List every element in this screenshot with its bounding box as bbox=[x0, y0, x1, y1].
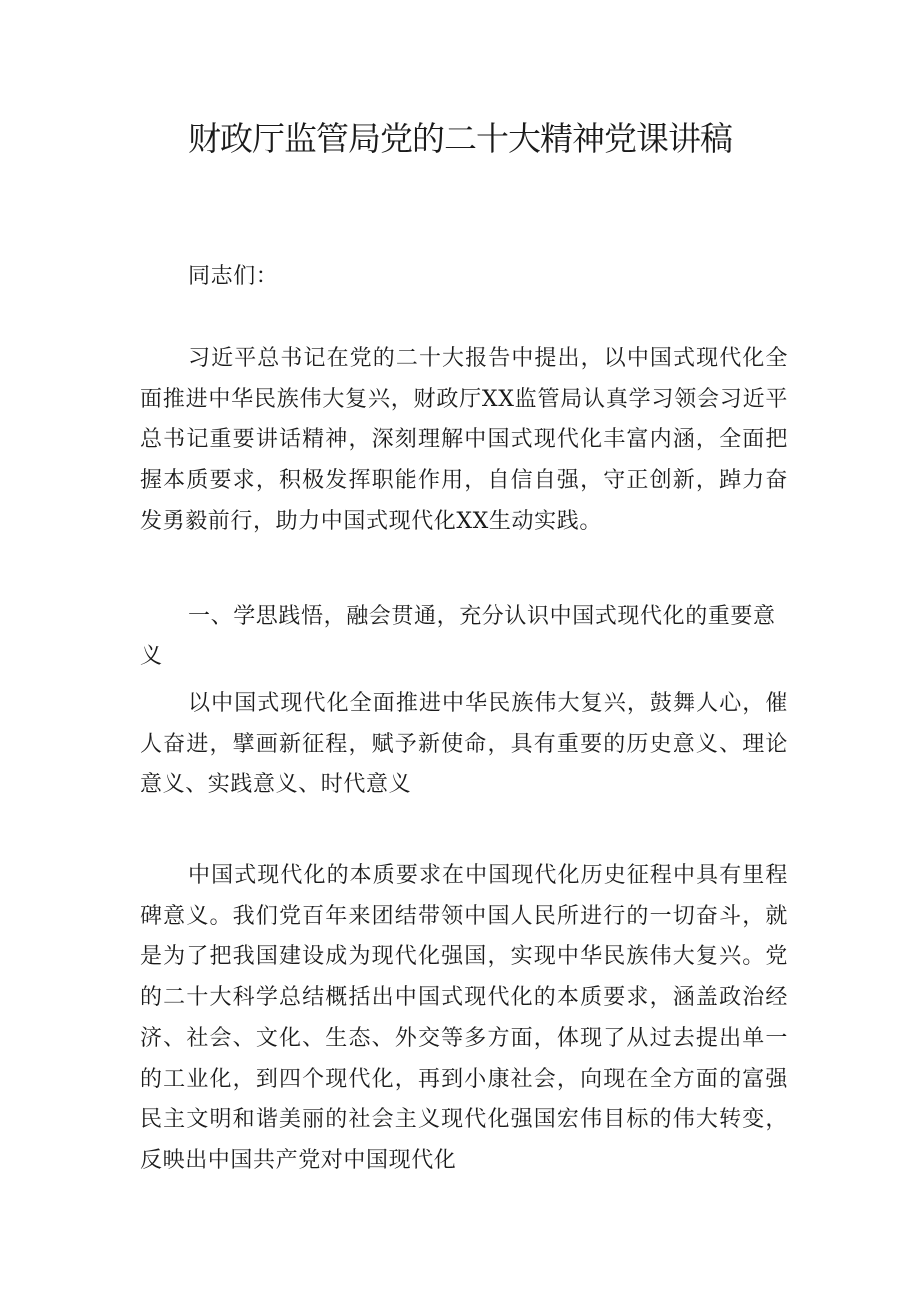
document-title: 财政厅监管局党的二十大精神党课讲稿 bbox=[188, 119, 732, 158]
paragraph-intro: 习近平总书记在党的二十大报告中提出，以中国式现代化全面推进中华民族伟大复兴，财政厅XX监管局认真学习领会习近平总书记重要讲话精神，深刻理解中国式现代化丰富内涵，全面把握本质要求，积极发挥职能作用，自信自强，守正创新，踔力奋发勇毅前行，助力中国式现代化XX生动实践。 bbox=[140, 346, 788, 534]
paragraph-essential-requirements: 中国式现代化的本质要求在中国现代化历史征程中具有里程碑意义。我们党百年来团结带领中国人民所进行的一切奋斗，就是为了把我国建设成为现代化强国，实现中华民族伟大复兴。党的二十大科学总结概括出中国式现代化的本质要求，涵盖政治经济、社会、文化、生态、外交等多方面，体现了从过去提出单一的工业化，到四个现代化，再到小康社会，向现在全方面的富强民主文明和谐美丽的社会主义现代化强国宏伟目标的伟大转变，反映出中国共产党对中国现代化 bbox=[140, 863, 788, 1173]
section-heading-1: 一、学思践悟，融会贯通，充分认识中国式现代化的重要意义 bbox=[140, 604, 776, 669]
salutation: 同志们： bbox=[188, 264, 279, 289]
paragraph-significance: 以中国式现代化全面推进中华民族伟大复兴，鼓舞人心，催人奋进，擘画新征程，赋予新使命，具有重要的历史意义、理论意义、实践意义、时代意义 bbox=[140, 691, 788, 798]
